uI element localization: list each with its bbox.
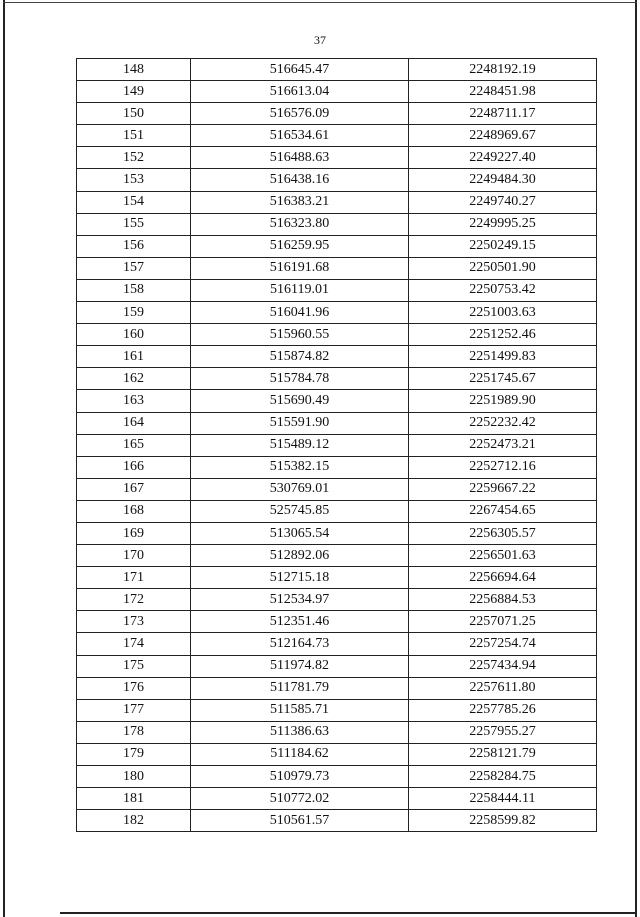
coordinates-table-body (77, 59, 597, 832)
x-coordinate-cell: 515874.82 (191, 346, 409, 368)
y-coordinate-cell: 2257434.94 (409, 655, 597, 677)
table-row (77, 191, 597, 213)
x-coordinate-cell: 516645.47 (191, 59, 409, 81)
y-coordinate-cell: 2267454.65 (409, 500, 597, 522)
point-number-cell: 152 (77, 147, 191, 169)
table-row (77, 279, 597, 301)
y-coordinate-cell: 2257955.27 (409, 721, 597, 743)
y-coordinate-cell: 2256694.64 (409, 567, 597, 589)
point-number-cell: 149 (77, 81, 191, 103)
y-coordinate-cell: 2257785.26 (409, 699, 597, 721)
point-number-cell: 178 (77, 721, 191, 743)
x-coordinate-cell: 512164.73 (191, 633, 409, 655)
point-number-cell: 161 (77, 346, 191, 368)
y-coordinate-cell: 2251003.63 (409, 302, 597, 324)
x-coordinate-cell: 515591.90 (191, 412, 409, 434)
scan-border-bottom (60, 912, 637, 914)
page-number: 37 (314, 33, 326, 47)
point-number-cell: 175 (77, 655, 191, 677)
table-row (77, 346, 597, 368)
table-row (77, 390, 597, 412)
y-coordinate-cell: 2256501.63 (409, 545, 597, 567)
point-number-cell: 160 (77, 324, 191, 346)
x-coordinate-cell: 525745.85 (191, 500, 409, 522)
x-coordinate-cell: 516191.68 (191, 257, 409, 279)
x-coordinate-cell: 511386.63 (191, 721, 409, 743)
point-number-cell: 177 (77, 699, 191, 721)
point-number-cell: 154 (77, 191, 191, 213)
x-coordinate-cell: 512534.97 (191, 589, 409, 611)
y-coordinate-cell: 2258444.11 (409, 788, 597, 810)
x-coordinate-cell: 516613.04 (191, 81, 409, 103)
y-coordinate-cell: 2248711.17 (409, 103, 597, 125)
point-number-cell: 158 (77, 279, 191, 301)
y-coordinate-cell: 2251745.67 (409, 368, 597, 390)
y-coordinate-cell: 2258121.79 (409, 743, 597, 765)
x-coordinate-cell: 511184.62 (191, 743, 409, 765)
y-coordinate-cell: 2250249.15 (409, 235, 597, 257)
point-number-cell: 179 (77, 743, 191, 765)
table-row (77, 324, 597, 346)
table-row (77, 235, 597, 257)
point-number-cell: 182 (77, 810, 191, 832)
point-number-cell: 171 (77, 567, 191, 589)
point-number-cell: 174 (77, 633, 191, 655)
y-coordinate-cell: 2257611.80 (409, 677, 597, 699)
y-coordinate-cell: 2256884.53 (409, 589, 597, 611)
y-coordinate-cell: 2252473.21 (409, 434, 597, 456)
point-number-cell: 163 (77, 390, 191, 412)
y-coordinate-cell: 2251499.83 (409, 346, 597, 368)
table-row (77, 766, 597, 788)
point-number-cell: 165 (77, 434, 191, 456)
table-row (77, 456, 597, 478)
y-coordinate-cell: 2258599.82 (409, 810, 597, 832)
y-coordinate-cell: 2251989.90 (409, 390, 597, 412)
x-coordinate-cell: 516488.63 (191, 147, 409, 169)
x-coordinate-cell: 515784.78 (191, 368, 409, 390)
y-coordinate-cell: 2250753.42 (409, 279, 597, 301)
y-coordinate-cell: 2251252.46 (409, 324, 597, 346)
x-coordinate-cell: 511781.79 (191, 677, 409, 699)
x-coordinate-cell: 510979.73 (191, 766, 409, 788)
y-coordinate-cell: 2249484.30 (409, 169, 597, 191)
point-number-cell: 169 (77, 522, 191, 544)
x-coordinate-cell: 516534.61 (191, 125, 409, 147)
x-coordinate-cell: 516383.21 (191, 191, 409, 213)
table-row (77, 213, 597, 235)
table-row (77, 412, 597, 434)
x-coordinate-cell: 516576.09 (191, 103, 409, 125)
point-number-cell: 167 (77, 478, 191, 500)
point-number-cell: 180 (77, 766, 191, 788)
point-number-cell: 162 (77, 368, 191, 390)
point-number-cell: 164 (77, 412, 191, 434)
x-coordinate-cell: 515690.49 (191, 390, 409, 412)
point-number-cell: 173 (77, 611, 191, 633)
point-number-cell: 166 (77, 456, 191, 478)
point-number-cell: 150 (77, 103, 191, 125)
point-number-cell: 181 (77, 788, 191, 810)
table-row (77, 545, 597, 567)
point-number-cell: 168 (77, 500, 191, 522)
point-number-cell: 148 (77, 59, 191, 81)
y-coordinate-cell: 2249995.25 (409, 213, 597, 235)
table-row (77, 59, 597, 81)
x-coordinate-cell: 516041.96 (191, 302, 409, 324)
point-number-cell: 151 (77, 125, 191, 147)
x-coordinate-cell: 511585.71 (191, 699, 409, 721)
point-number-cell: 170 (77, 545, 191, 567)
y-coordinate-cell: 2248451.98 (409, 81, 597, 103)
table-row (77, 500, 597, 522)
table-row (77, 302, 597, 324)
x-coordinate-cell: 516119.01 (191, 279, 409, 301)
table-row (77, 633, 597, 655)
y-coordinate-cell: 2257254.74 (409, 633, 597, 655)
table-row (77, 743, 597, 765)
y-coordinate-cell: 2256305.57 (409, 522, 597, 544)
x-coordinate-cell: 515382.15 (191, 456, 409, 478)
point-number-cell: 176 (77, 677, 191, 699)
table-row (77, 522, 597, 544)
table-row (77, 589, 597, 611)
table-row (77, 125, 597, 147)
point-number-cell: 153 (77, 169, 191, 191)
y-coordinate-cell: 2249740.27 (409, 191, 597, 213)
scan-border-left (3, 0, 5, 917)
table-row (77, 655, 597, 677)
x-coordinate-cell: 516323.80 (191, 213, 409, 235)
x-coordinate-cell: 515489.12 (191, 434, 409, 456)
x-coordinate-cell: 510772.02 (191, 788, 409, 810)
table-row (77, 368, 597, 390)
table-row (77, 257, 597, 279)
coordinates-table (76, 58, 597, 832)
x-coordinate-cell: 513065.54 (191, 522, 409, 544)
table-row (77, 788, 597, 810)
point-number-cell: 156 (77, 235, 191, 257)
y-coordinate-cell: 2248969.67 (409, 125, 597, 147)
y-coordinate-cell: 2252712.16 (409, 456, 597, 478)
y-coordinate-cell: 2257071.25 (409, 611, 597, 633)
y-coordinate-cell: 2258284.75 (409, 766, 597, 788)
x-coordinate-cell: 512351.46 (191, 611, 409, 633)
x-coordinate-cell: 510561.57 (191, 810, 409, 832)
table-row (77, 169, 597, 191)
table-row (77, 147, 597, 169)
point-number-cell: 155 (77, 213, 191, 235)
table-row (77, 434, 597, 456)
scan-border-right (635, 0, 637, 917)
point-number-cell: 159 (77, 302, 191, 324)
table-row (77, 677, 597, 699)
table-row (77, 478, 597, 500)
table-row (77, 810, 597, 832)
table-row (77, 699, 597, 721)
table-row (77, 81, 597, 103)
x-coordinate-cell: 516259.95 (191, 235, 409, 257)
y-coordinate-cell: 2248192.19 (409, 59, 597, 81)
x-coordinate-cell: 512715.18 (191, 567, 409, 589)
x-coordinate-cell: 515960.55 (191, 324, 409, 346)
scan-border-top (3, 2, 637, 3)
table-row (77, 611, 597, 633)
x-coordinate-cell: 511974.82 (191, 655, 409, 677)
x-coordinate-cell: 512892.06 (191, 545, 409, 567)
y-coordinate-cell: 2259667.22 (409, 478, 597, 500)
y-coordinate-cell: 2250501.90 (409, 257, 597, 279)
y-coordinate-cell: 2252232.42 (409, 412, 597, 434)
table-row (77, 567, 597, 589)
point-number-cell: 157 (77, 257, 191, 279)
x-coordinate-cell: 516438.16 (191, 169, 409, 191)
table-row (77, 721, 597, 743)
x-coordinate-cell: 530769.01 (191, 478, 409, 500)
point-number-cell: 172 (77, 589, 191, 611)
y-coordinate-cell: 2249227.40 (409, 147, 597, 169)
table-row (77, 103, 597, 125)
